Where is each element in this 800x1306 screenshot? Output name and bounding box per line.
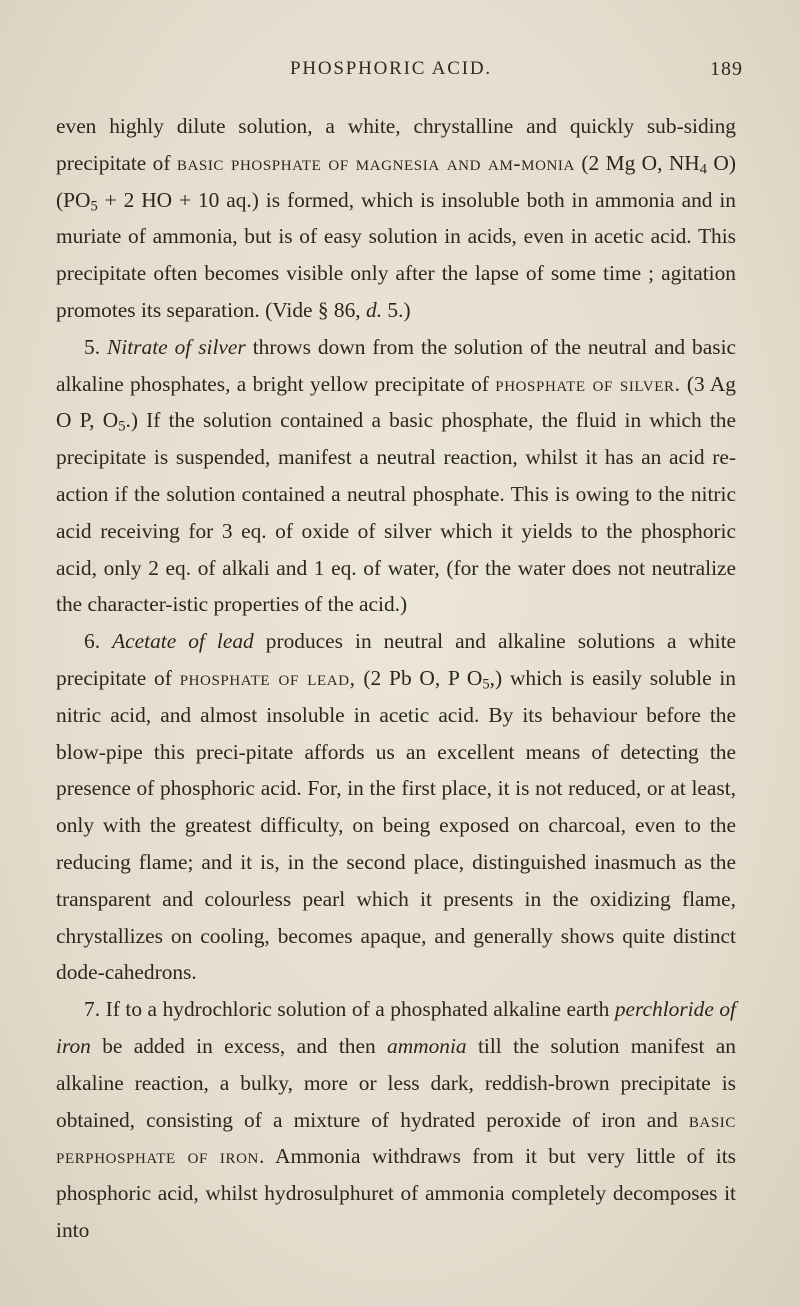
- paragraph-continuation: [56, 108, 736, 329]
- text-run: .) If the solution contained a basic phosphate, the fluid in which the precipitate is suspended, manifest a neutral reaction, whilst it has an acid re-action if the solution contained a neutral phosphate. This is owing to the nitric acid receiving for 3 eq. of oxide of silver which it yields to the phosphoric acid, only 2 eq. of alkali and 1 eq. of water, (for the water does not neutralize the character-istic properties of the acid.): [56, 408, 736, 617]
- paragraph-acetate-of-lead: [56, 623, 736, 991]
- compound-name: phosphate of lead,: [179, 665, 356, 690]
- running-title: PHOSPHORIC ACID.: [290, 58, 492, 79]
- compound-name: phosphate of silver.: [495, 371, 681, 396]
- text-run: 6.: [84, 629, 113, 654]
- paragraph-nitrate-of-silver: [56, 329, 736, 623]
- subscript: 5: [90, 198, 98, 215]
- text-run: + 2 HO + 10 aq.) is formed, which is insoluble both in ammonia and in muriate of ammonia, but is of easy solution in acids, even in acetic acid. This precipitate often becomes visible only after the lapse of some time ; agitation promotes its separation. (Vide § 86,: [56, 187, 736, 322]
- text-run: (2 Pb O, P O: [355, 665, 483, 690]
- text-run: O) (PO: [56, 150, 736, 212]
- subscript: 5: [482, 676, 490, 693]
- italic-text: d.: [366, 297, 383, 322]
- reagent-name: Acetate of lead: [112, 629, 254, 654]
- text-run: ,) which is easily soluble in nitric acid, and almost insoluble in acetic acid. By its behaviour before the blow-pipe this preci-pitate affords us an excellent means of detecting the presence of phosphoric acid. For, in the first place, it is not reduced, or at least, only with the greatest difficulty, on being exposed on charcoal, even to the reducing flame; and it is, in the second place, distinguished inasmuch as the transparent and colourless pearl which it presents in the oxidizing flame, chrystallizes on cooling, becomes apaque, and generally shows quite distinct dode-cahedrons.: [56, 665, 737, 985]
- text-run: (3 Ag O P, O: [56, 371, 736, 433]
- subscript: 5: [118, 419, 126, 435]
- page-header: [0, 58, 800, 88]
- text-run: Ammonia withdraws from it but very little of its phosphoric acid, whilst hydrosulphuret of ammonia completely decomposes it into: [56, 1144, 736, 1242]
- text-run: even highly dilute solution, a white, chrystalline and quickly sub-siding precipitate of: [56, 114, 736, 175]
- body-text: [56, 108, 736, 1249]
- reagent-name: ammonia: [387, 1033, 467, 1058]
- text-run: throws down from the solution of the neutral and basic alkaline phosphates, a bright yellow precipitate of: [56, 334, 737, 396]
- text-run: 7. If to a hydrochloric solution of a phosphated alkaline earth: [84, 997, 615, 1022]
- compound-name: basic perphosphate of iron.: [56, 1107, 736, 1169]
- text-run: (2 Mg O, NH: [574, 150, 700, 175]
- text-run: 5.): [382, 297, 411, 322]
- paragraph-perchloride-of-iron: [56, 991, 736, 1249]
- text-run: 5.: [84, 334, 108, 359]
- reagent-name: perchloride of iron: [56, 997, 736, 1058]
- reagent-name: Nitrate of silver: [107, 334, 246, 359]
- compound-name: basic phosphate of magnesia and am-monia: [176, 150, 575, 175]
- page-number: 189: [710, 58, 743, 80]
- text-run: produces in neutral and alkaline solutions a white precipitate of: [56, 629, 737, 690]
- text-run: be added in excess, and then: [90, 1033, 387, 1058]
- subscript: 4: [699, 161, 708, 178]
- text-run: till the solution manifest an alkaline reaction, a bulky, more or less dark, reddish-brown precipitate is obtained, consisting of a mixture of hydrated peroxide of iron and: [56, 1033, 736, 1132]
